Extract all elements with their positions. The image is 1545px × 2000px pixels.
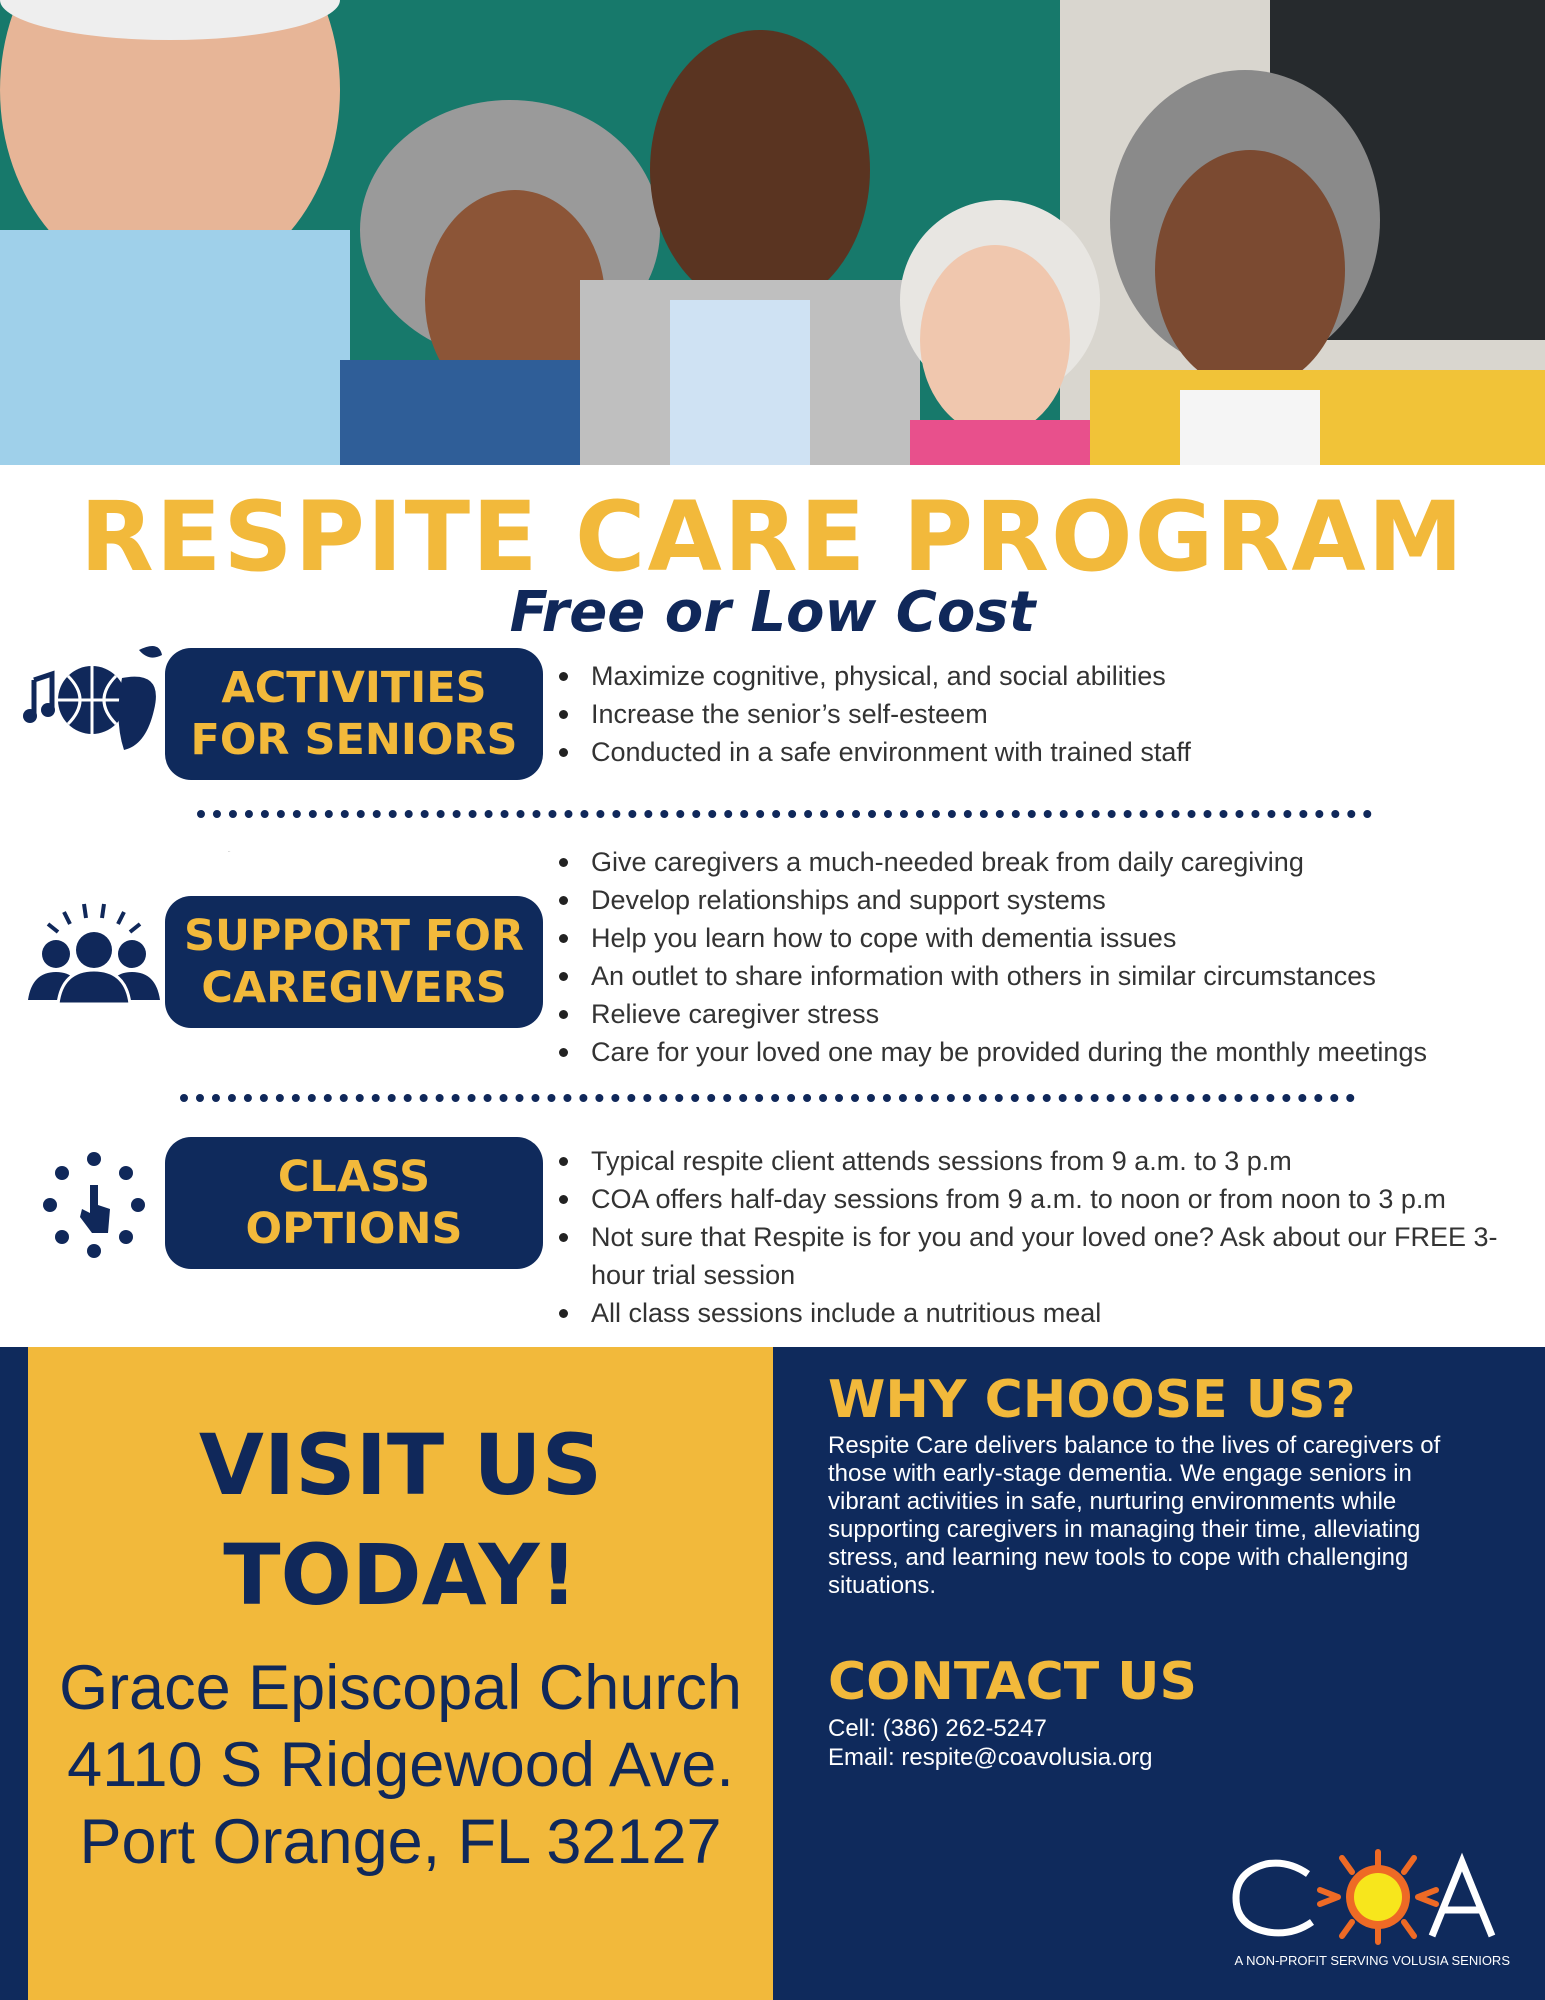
dotted-divider xyxy=(197,810,1372,818)
list-item: Give caregivers a much-needed break from daily caregiving xyxy=(555,843,1515,881)
list-item: All class sessions include a nutritious meal xyxy=(555,1294,1515,1332)
class-options-label: CLASS OPTIONS xyxy=(165,1137,543,1269)
list-item: Develop relationships and support systems xyxy=(555,881,1515,919)
page-title: RESPITE CARE PROGRAM xyxy=(79,481,1466,593)
options-pointer-icon xyxy=(24,1135,164,1275)
address-line: 4110 S Ridgewood Ave. xyxy=(67,1730,734,1800)
sun-icon xyxy=(1320,1852,1436,1942)
list-item: Help you learn how to cope with dementia issues xyxy=(555,919,1515,957)
support-group-icon xyxy=(24,892,164,1032)
list-item: Care for your loved one may be provided during the monthly meetings xyxy=(555,1033,1515,1071)
visit-heading: VISIT US TODAY! xyxy=(198,1416,603,1624)
contact-phone: Cell: (386) 262-5247 xyxy=(828,1715,1047,1742)
list-item: An outlet to share information with others in similar circumstances xyxy=(555,957,1515,995)
list-item: Typical respite client attends sessions from 9 a.m. to 3 p.m xyxy=(555,1142,1515,1180)
contact-email: Email: respite@coavolusia.org xyxy=(828,1744,1153,1771)
contact-heading: CONTACT US xyxy=(828,1652,1197,1712)
support-label: SUPPORT FOR CAREGIVERS xyxy=(165,896,543,1028)
dotted-divider xyxy=(180,1094,1355,1102)
activities-label: ACTIVITIES FOR SENIORS xyxy=(165,648,543,780)
list-item: Maximize cognitive, physical, and social abilities xyxy=(555,657,1515,695)
list-item: Conducted in a safe environment with trained staff xyxy=(555,733,1515,771)
hero-photo xyxy=(0,0,1545,465)
address-block xyxy=(28,1650,773,1881)
logo-text: COA xyxy=(228,852,231,853)
page-subtitle: Free or Low Cost xyxy=(509,580,1036,645)
why-body: Respite Care delivers balance to the lives of caregivers of those with early-stage dementia. We engage seniors in vibrant activities in safe, nurturing environments while supporting caregivers in managing their time, alleviating stress, and learning new tools to cope with challenging situations. xyxy=(828,1432,1441,1599)
address-line: Grace Episcopal Church xyxy=(59,1653,742,1723)
activities-list xyxy=(555,657,1515,771)
list-item: Increase the senior’s self-esteem xyxy=(555,695,1515,733)
seniors-group-photo xyxy=(0,0,1545,465)
why-heading: WHY CHOOSE US? xyxy=(828,1370,1356,1430)
logo-tagline: A NON-PROFIT SERVING VOLUSIA SENIORS xyxy=(1234,1953,1510,1968)
list-item: Relieve caregiver stress xyxy=(555,995,1515,1033)
list-item: COA offers half-day sessions from 9 a.m. to noon or from noon to 3 p.m xyxy=(555,1180,1515,1218)
list-item: Not sure that Respite is for you and your loved one? Ask about our FREE 3-hour trial session xyxy=(555,1218,1515,1294)
support-list xyxy=(555,843,1515,1071)
class-options-list xyxy=(555,1142,1515,1332)
address-line: Port Orange, FL 32127 xyxy=(79,1807,722,1877)
arts-activities-icon xyxy=(24,630,164,770)
